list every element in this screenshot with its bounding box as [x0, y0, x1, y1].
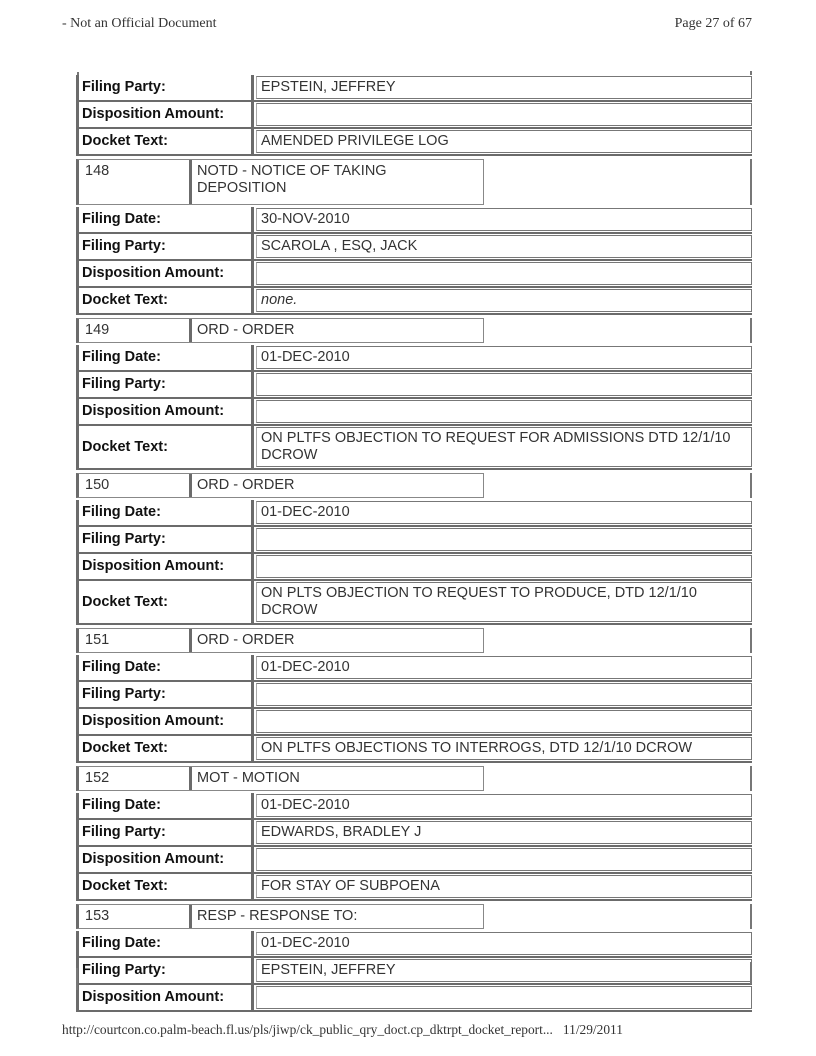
docket-field-row [76, 655, 752, 682]
docket-entry-box [76, 473, 484, 498]
field-label: Docket Text: [79, 426, 254, 468]
field-value [256, 710, 752, 733]
field-label: Disposition Amount: [79, 554, 254, 579]
field-label: Filing Date: [79, 207, 254, 232]
table-border-right [750, 159, 752, 205]
footer-url [62, 1022, 623, 1038]
docket-field-row [76, 736, 752, 763]
table-border-right [750, 318, 752, 343]
field-label: Filing Date: [79, 793, 254, 818]
docket-entry-type: ORD - ORDER [197, 632, 295, 648]
field-value [256, 683, 752, 706]
docket-entry-header [76, 904, 752, 929]
field-label: Disposition Amount: [79, 847, 254, 872]
field-value: 01-DEC-2010 [256, 656, 752, 679]
table-border-right [750, 473, 752, 498]
field-label: Filing Date: [79, 655, 254, 680]
docket-field-row [76, 288, 752, 315]
field-value: ON PLTFS OBJECTION TO REQUEST FOR ADMISSIONS DTD 12/1/10 DCROW [256, 427, 752, 467]
field-value: EPSTEIN, JEFFREY [256, 76, 752, 99]
docket-entry-number: 149 [79, 319, 192, 342]
table-border-bottom-right [750, 962, 752, 984]
docket-entry-header [76, 766, 752, 791]
docket-field-row [76, 958, 752, 985]
docket-entry-number: 153 [79, 905, 192, 928]
docket-entry-box [76, 904, 484, 929]
docket-entry-type: RESP - RESPONSE TO: [197, 908, 358, 924]
docket-field-row [76, 820, 752, 847]
field-label: Docket Text: [79, 736, 254, 761]
docket-field-row [76, 207, 752, 234]
docket-field-row [76, 709, 752, 736]
field-label: Docket Text: [79, 581, 254, 623]
field-value [256, 986, 752, 1009]
field-value [256, 555, 752, 578]
field-value [256, 848, 752, 871]
docket-field-row [76, 372, 752, 399]
field-value: 30-NOV-2010 [256, 208, 752, 231]
field-value [256, 262, 752, 285]
docket-field-row [76, 102, 752, 129]
field-label: Filing Party: [79, 820, 254, 845]
docket-entry-number: 151 [79, 629, 192, 652]
docket-entry-number: 150 [79, 474, 192, 497]
field-label: Disposition Amount: [79, 709, 254, 734]
field-value [256, 373, 752, 396]
field-value: SCAROLA , ESQ, JACK [256, 235, 752, 258]
field-label: Disposition Amount: [79, 399, 254, 424]
field-value: ON PLTS OBJECTION TO REQUEST TO PRODUCE, DTD 12/1/10 DCROW [256, 582, 752, 622]
field-value: FOR STAY OF SUBPOENA [256, 875, 752, 898]
page-number: Page 27 of 67 [674, 16, 752, 31]
docket-entry-type: NOTD - NOTICE OF TAKING DEPOSITION [197, 163, 387, 196]
field-label: Docket Text: [79, 874, 254, 899]
docket-entry-box [76, 159, 484, 205]
docket-field-row [76, 261, 752, 288]
header-left-text: - Not an Official Document [62, 16, 217, 31]
table-border-bottom-left [76, 968, 78, 990]
field-label: Disposition Amount: [79, 102, 254, 127]
field-value [256, 103, 752, 126]
docket-entry-number: 152 [79, 767, 192, 790]
field-value [256, 528, 752, 551]
field-label: Filing Party: [79, 372, 254, 397]
field-value: 01-DEC-2010 [256, 794, 752, 817]
field-value: EDWARDS, BRADLEY J [256, 821, 752, 844]
field-value: none. [256, 289, 752, 312]
docket-entry-header [76, 473, 752, 498]
docket-field-row [76, 581, 752, 625]
docket-entry-type: ORD - ORDER [197, 477, 295, 493]
docket-entry-header [76, 318, 752, 343]
docket-field-row [76, 399, 752, 426]
field-label: Filing Party: [79, 234, 254, 259]
docket-field-row [76, 554, 752, 581]
footer-date: 11/29/2011 [562, 1022, 623, 1037]
docket-field-row [76, 931, 752, 958]
docket-entry-type: MOT - MOTION [197, 770, 300, 786]
docket-field-row [76, 527, 752, 554]
docket-entry-box [76, 766, 484, 791]
docket-entry-number: 148 [79, 160, 192, 204]
field-value: AMENDED PRIVILEGE LOG [256, 130, 752, 153]
table-border-right [750, 628, 752, 653]
docket-entry-box [76, 628, 484, 653]
field-label: Filing Date: [79, 500, 254, 525]
field-label: Filing Party: [79, 682, 254, 707]
footer-url-text[interactable]: http://courtcon.co.palm-beach.fl.us/pls/jiwp/ck_public_qry_doct.cp_dktrpt_docket_report... [62, 1022, 553, 1037]
table-border-right [750, 766, 752, 791]
field-label: Filing Party: [79, 75, 254, 100]
docket-entry-box [76, 318, 484, 343]
field-label: Filing Date: [79, 931, 254, 956]
docket-field-row [76, 500, 752, 527]
docket-field-row [76, 426, 752, 470]
field-label: Filing Date: [79, 345, 254, 370]
field-value: 01-DEC-2010 [256, 501, 752, 524]
docket-field-row [76, 985, 752, 1012]
docket-entry-header [76, 159, 752, 205]
field-value: EPSTEIN, JEFFREY [256, 959, 752, 982]
field-label: Filing Party: [79, 958, 254, 983]
field-label: Docket Text: [79, 288, 254, 313]
docket-field-row [76, 793, 752, 820]
field-value: 01-DEC-2010 [256, 346, 752, 369]
field-value: ON PLTFS OBJECTIONS TO INTERROGS, DTD 12/1/10 DCROW [256, 737, 752, 760]
table-border-right [750, 904, 752, 929]
field-label: Docket Text: [79, 129, 254, 154]
docket-entry-type: ORD - ORDER [197, 322, 295, 338]
docket-field-row [76, 847, 752, 874]
docket-field-row [76, 345, 752, 372]
docket-table [76, 75, 752, 1012]
docket-field-row [76, 75, 752, 102]
field-value [256, 400, 752, 423]
field-label: Filing Party: [79, 527, 254, 552]
docket-field-row [76, 234, 752, 261]
docket-field-row [76, 129, 752, 156]
field-label: Disposition Amount: [79, 985, 254, 1010]
docket-field-row [76, 682, 752, 709]
docket-entry-header [76, 628, 752, 653]
field-value: 01-DEC-2010 [256, 932, 752, 955]
field-label: Disposition Amount: [79, 261, 254, 286]
docket-field-row [76, 874, 752, 901]
